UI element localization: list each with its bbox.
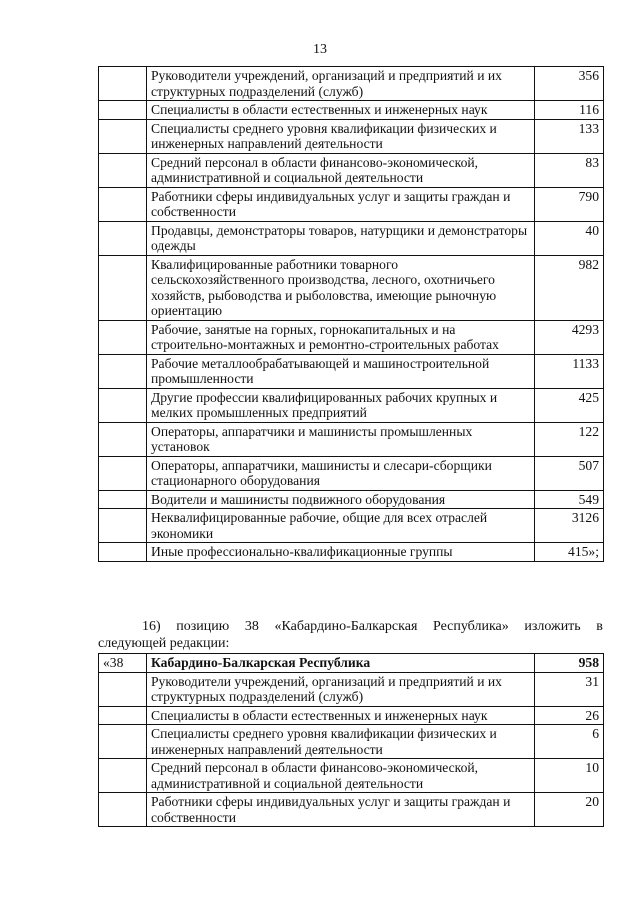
occupation-count: 10 <box>535 759 604 793</box>
row-code <box>99 67 147 101</box>
occupation-name: Неквалифицированные рабочие, общие для всех отраслей экономики <box>147 509 535 543</box>
occupation-name: Иные профессионально-квалификационные группы <box>147 543 535 562</box>
row-code <box>99 543 147 562</box>
kabardino-balkaria-table <box>98 653 604 827</box>
occupation-table-continued <box>98 66 604 562</box>
occupation-name: Продавцы, демонстраторы товаров, натурщики и демонстраторы одежды <box>147 221 535 255</box>
occupation-count: 549 <box>535 490 604 509</box>
table-row <box>99 490 604 509</box>
table-row <box>99 793 604 827</box>
occupation-count: 4293 <box>535 320 604 354</box>
table-row <box>99 543 604 562</box>
table-row <box>99 119 604 153</box>
occupation-count: 122 <box>535 422 604 456</box>
row-code <box>99 255 147 320</box>
row-code <box>99 221 147 255</box>
row-code <box>99 706 147 725</box>
table-row <box>99 187 604 221</box>
occupation-name: Водители и машинисты подвижного оборудования <box>147 490 535 509</box>
occupation-name: Квалифицированные работники товарного сельскохозяйственного производства, лесного, охотничьего хозяйств, рыбоводства и рыболовства, имеющие рыночную ориентацию <box>147 255 535 320</box>
occupation-count: 40 <box>535 221 604 255</box>
occupation-count: 415»; <box>535 543 604 562</box>
paragraph-word: 38 <box>244 619 259 634</box>
row-code <box>99 456 147 490</box>
occupation-name: Средний персонал в области финансово-экономической, административной и социальной деятельности <box>147 153 535 187</box>
page-number: 13 <box>313 42 327 57</box>
occupation-name: Работники сферы индивидуальных услуг и защиты граждан и собственности <box>147 187 535 221</box>
region-total: 958 <box>535 654 604 673</box>
region-code: «38 <box>99 654 147 673</box>
table-row <box>99 101 604 120</box>
row-code <box>99 793 147 827</box>
amendment-paragraph-line-2: следующей редакции: <box>98 636 230 651</box>
table-row <box>99 509 604 543</box>
occupation-count: 83 <box>535 153 604 187</box>
occupation-count: 26 <box>535 706 604 725</box>
row-code <box>99 388 147 422</box>
occupation-name: Руководители учреждений, организаций и предприятий и их структурных подразделений (служб) <box>147 67 535 101</box>
occupation-count: 3126 <box>535 509 604 543</box>
occupation-count: 507 <box>535 456 604 490</box>
occupation-name: Специалисты в области естественных и инженерных наук <box>147 101 535 120</box>
row-code <box>99 354 147 388</box>
table-row <box>99 153 604 187</box>
table-row <box>99 422 604 456</box>
row-code <box>99 672 147 706</box>
row-code <box>99 422 147 456</box>
occupation-count: 1133 <box>535 354 604 388</box>
occupation-count: 356 <box>535 67 604 101</box>
occupation-name: Рабочие, занятые на горных, горнокапитальных и на строительно-монтажных и ремонтно-строительных работах <box>147 320 535 354</box>
occupation-name: Рабочие металлообрабатывающей и машиностроительной промышленности <box>147 354 535 388</box>
row-code <box>99 153 147 187</box>
occupation-name: Операторы, аппаратчики и машинисты промышленных установок <box>147 422 535 456</box>
occupation-count: 6 <box>535 725 604 759</box>
row-code <box>99 101 147 120</box>
paragraph-word: в <box>596 619 603 634</box>
region-header-row <box>99 654 604 673</box>
table-row <box>99 706 604 725</box>
occupation-count: 20 <box>535 793 604 827</box>
table-row <box>99 320 604 354</box>
amendment-paragraph <box>98 618 603 652</box>
table-row <box>99 672 604 706</box>
paragraph-word: 16) <box>142 619 161 634</box>
occupation-name: Специалисты среднего уровня квалификации физических и инженерных направлений деятельности <box>147 119 535 153</box>
table-row <box>99 67 604 101</box>
paragraph-word: «Кабардино-Балкарская <box>274 619 418 634</box>
row-code <box>99 187 147 221</box>
occupation-name: Операторы, аппаратчики, машинисты и слесари-сборщики стационарного оборудования <box>147 456 535 490</box>
table-row <box>99 221 604 255</box>
row-code <box>99 490 147 509</box>
occupation-count: 982 <box>535 255 604 320</box>
table-row <box>99 725 604 759</box>
occupation-count: 116 <box>535 101 604 120</box>
occupation-count: 425 <box>535 388 604 422</box>
paragraph-word: изложить <box>524 619 581 634</box>
paragraph-word: позицию <box>176 619 230 634</box>
table-row <box>99 456 604 490</box>
table-row <box>99 388 604 422</box>
occupation-count: 133 <box>535 119 604 153</box>
table-row <box>99 255 604 320</box>
row-code <box>99 725 147 759</box>
occupation-name: Специалисты в области естественных и инженерных наук <box>147 706 535 725</box>
occupation-name: Специалисты среднего уровня квалификации физических и инженерных направлений деятельности <box>147 725 535 759</box>
table-row <box>99 759 604 793</box>
row-code <box>99 759 147 793</box>
occupation-count: 31 <box>535 672 604 706</box>
paragraph-word: Республика» <box>433 619 509 634</box>
occupation-count: 790 <box>535 187 604 221</box>
row-code <box>99 320 147 354</box>
occupation-name: Работники сферы индивидуальных услуг и защиты граждан и собственности <box>147 793 535 827</box>
occupation-name: Руководители учреждений, организаций и предприятий и их структурных подразделений (служб) <box>147 672 535 706</box>
amendment-paragraph-line-1 <box>98 618 603 635</box>
occupation-name: Средний персонал в области финансово-экономической, административной и социальной деятельности <box>147 759 535 793</box>
table-row <box>99 354 604 388</box>
occupation-name: Другие профессии квалифицированных рабочих крупных и мелких промышленных предприятий <box>147 388 535 422</box>
row-code <box>99 509 147 543</box>
region-name: Кабардино-Балкарская Республика <box>147 654 535 673</box>
row-code <box>99 119 147 153</box>
